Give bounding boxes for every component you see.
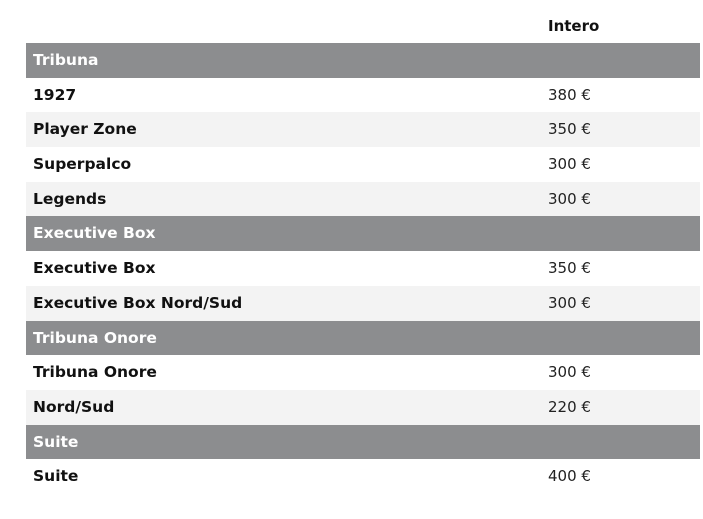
table-row [26, 251, 700, 286]
row-name: Suite [33, 467, 79, 486]
table-row [26, 182, 700, 217]
row-price: 380 € [548, 85, 591, 104]
table-row [26, 147, 700, 182]
table-row [26, 78, 700, 113]
row-price: 350 € [548, 120, 591, 139]
price-table [26, 8, 700, 494]
section-header-executive-box [26, 216, 700, 251]
row-price: 220 € [548, 397, 591, 416]
section-header-tribuna [26, 43, 700, 78]
section-header-suite [26, 425, 700, 460]
table-row [26, 355, 700, 390]
column-header-intero: Intero [548, 17, 600, 35]
row-price: 350 € [548, 259, 591, 278]
row-name: Superpalco [33, 155, 132, 174]
section-title: Executive Box [33, 224, 156, 243]
row-name: Legends [33, 189, 107, 208]
row-price: 300 € [548, 363, 591, 382]
table-row [26, 459, 700, 494]
table-row [26, 112, 700, 147]
row-price: 300 € [548, 189, 591, 208]
section-header-tribuna-onore [26, 321, 700, 356]
section-title: Tribuna [33, 51, 99, 69]
row-name: Nord/Sud [33, 397, 115, 416]
section-title: Tribuna Onore [33, 328, 157, 347]
row-price: 300 € [548, 155, 591, 174]
row-name: Tribuna Onore [33, 363, 157, 382]
row-name: Executive Box Nord/Sud [33, 293, 243, 312]
table-row [26, 286, 700, 321]
row-name: Executive Box [33, 259, 156, 278]
row-name: Player Zone [33, 120, 137, 139]
table-header-row [26, 8, 700, 43]
row-name: 1927 [33, 85, 77, 104]
row-price: 300 € [548, 293, 591, 312]
section-title: Suite [33, 432, 79, 451]
row-price: 400 € [548, 467, 591, 486]
table-row [26, 390, 700, 425]
